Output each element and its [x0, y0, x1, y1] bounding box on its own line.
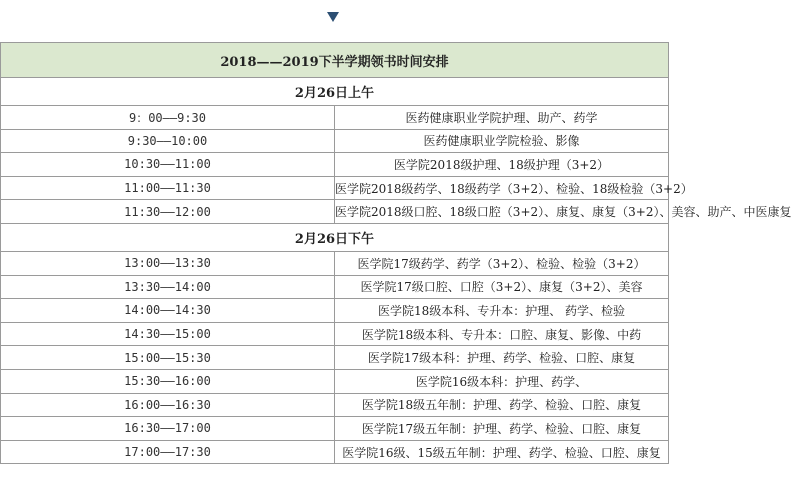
down-triangle-icon — [327, 12, 339, 22]
time-cell: 14:00——14:30 — [1, 299, 335, 323]
table-row — [1, 251, 669, 275]
table-row — [1, 440, 669, 464]
table-title: 2018——2019下半学期领书时间安排 — [1, 43, 669, 78]
time-cell: 16:00——16:30 — [1, 393, 335, 417]
desc-cell: 医学院18级五年制：护理、药学、检验、口腔、康复 — [335, 393, 669, 417]
table-row — [1, 176, 669, 200]
desc-cell: 医学院2018级护理、18级护理（3+2） — [335, 153, 669, 177]
time-cell: 15:00——15:30 — [1, 346, 335, 370]
desc-cell: 医学院16级、15级五年制：护理、药学、检验、口腔、康复 — [335, 440, 669, 464]
time-cell: 15:30——16:00 — [1, 369, 335, 393]
desc-cell: 医学院16级本科：护理、药学、 — [335, 369, 669, 393]
desc-cell: 医学院17级五年制：护理、药学、检验、口腔、康复 — [335, 417, 669, 441]
section-label-morning: 2月26日上午 — [1, 78, 669, 106]
time-cell: 11:30——12:00 — [1, 200, 335, 224]
table-row — [1, 153, 669, 177]
schedule-table — [0, 42, 791, 464]
section-label-afternoon: 2月26日下午 — [1, 223, 669, 251]
section-row — [1, 223, 669, 251]
desc-cell: 医学院17级口腔、口腔（3+2）、康复（3+2）、美容 — [335, 275, 669, 299]
section-row — [1, 78, 669, 106]
table-row — [1, 417, 669, 441]
table-row — [1, 322, 669, 346]
time-cell: 13:30——14:00 — [1, 275, 335, 299]
desc-cell: 医学院17级本科：护理、药学、检验、口腔、康复 — [335, 346, 669, 370]
desc-cell: 医学院18级本科、专升本：口腔、康复、影像、中药 — [335, 322, 669, 346]
time-cell: 17:00——17:30 — [1, 440, 335, 464]
time-cell: 16:30——17:00 — [1, 417, 335, 441]
table-row — [1, 369, 669, 393]
table-row — [1, 200, 669, 224]
time-cell: 9:30——10:00 — [1, 129, 335, 153]
title-row — [1, 43, 669, 78]
table-row — [1, 346, 669, 370]
desc-cell: 医学院2018级口腔、18级口腔（3+2）、康复、康复（3+2）、美容、助产、中医康复 — [335, 200, 669, 224]
time-cell: 11:00——11:30 — [1, 176, 335, 200]
time-cell: 10:30——11:00 — [1, 153, 335, 177]
desc-cell: 医学院17级药学、药学（3+2）、检验、检验（3+2） — [335, 251, 669, 275]
time-cell: 14:30——15:00 — [1, 322, 335, 346]
time-cell: 13:00——13:30 — [1, 251, 335, 275]
table-row — [1, 275, 669, 299]
desc-cell: 医药健康职业学院检验、影像 — [335, 129, 669, 153]
time-cell: 9：00——9:30 — [1, 106, 335, 130]
table-row — [1, 299, 669, 323]
desc-cell: 医学院18级本科、专升本：护理、 药学、检验 — [335, 299, 669, 323]
table-row — [1, 393, 669, 417]
table-row — [1, 129, 669, 153]
table-row — [1, 106, 669, 130]
desc-cell: 医药健康职业学院护理、助产、药学 — [335, 106, 669, 130]
desc-cell: 医学院2018级药学、18级药学（3+2）、检验、18级检验（3+2） — [335, 176, 669, 200]
